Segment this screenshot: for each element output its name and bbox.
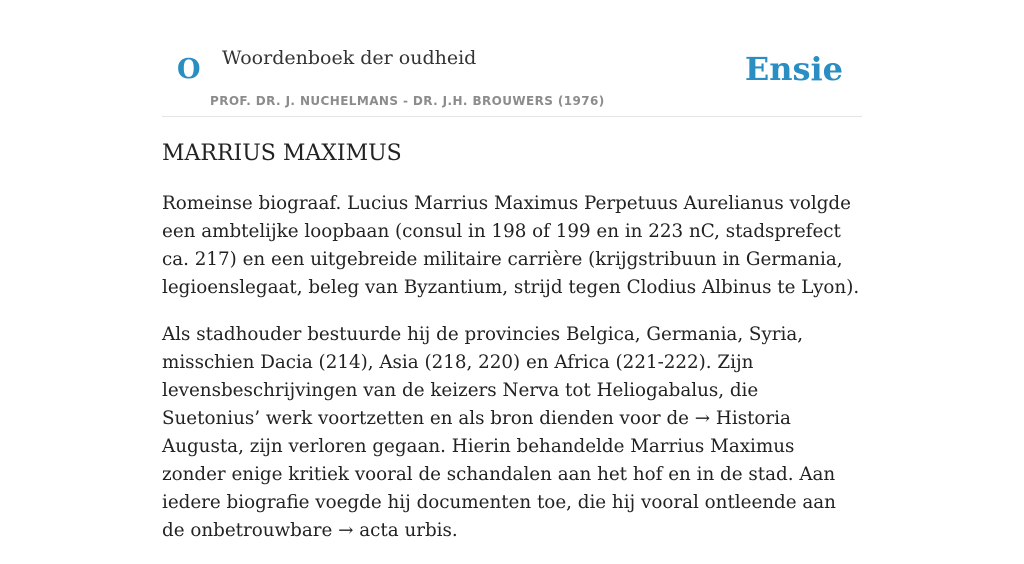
entry-article — [162, 138, 862, 564]
paragraph-text: Als stadhouder bestuurde hij de provincies Belgica, Germania, Syria, misschien Dacia (214), Asia (218, 220) en Africa (221-222). Zijn levensbeschrijvingen van de keizers Nerva tot Heliogabalus, die Suetonius’ werk voortzetten en als bron dienden voor de — [162, 324, 804, 429]
ensie-logo[interactable]: Ensie — [744, 50, 843, 88]
dictionary-authors: PROF. DR. J. NUCHELMANS - DR. J.H. BROUWERS (1976) — [210, 94, 605, 108]
paragraph-text: , zijn verloren gegaan. Hierin behandelde Marrius Maximus zonder enige kritiek vooral de schandalen aan het hof en in de stad. Aan iedere biografie voegde hij documenten toe, die hij vooral ontleende aan de onbetrouwbare — [162, 436, 836, 541]
dictionary-title-link[interactable]: Woordenboek der oudheid — [222, 47, 477, 69]
book-letter-badge[interactable]: O — [177, 54, 201, 85]
historia-augusta-link[interactable]: → Historia Augusta — [162, 408, 791, 457]
acta-urbis-link[interactable]: → acta urbis — [338, 520, 452, 541]
entry-paragraph — [162, 321, 862, 545]
paragraph-text: . — [451, 520, 458, 541]
dictionary-header — [162, 0, 862, 117]
entry-paragraph: Romeinse biograaf. Lucius Marrius Maximus Perpetuus Aurelianus volgde een ambtelijke loopbaan (consul in 198 of 199 en in 223 nC, stadsprefect ca. 217) en een uitgebreide militaire carrière (krijgstribuun in Germania, legioenslegaat, beleg van Byzantium, strijd tegen Clodius Albinus te Lyon). — [162, 193, 860, 298]
entry-title: MARRIUS MAXIMUS — [162, 141, 402, 166]
